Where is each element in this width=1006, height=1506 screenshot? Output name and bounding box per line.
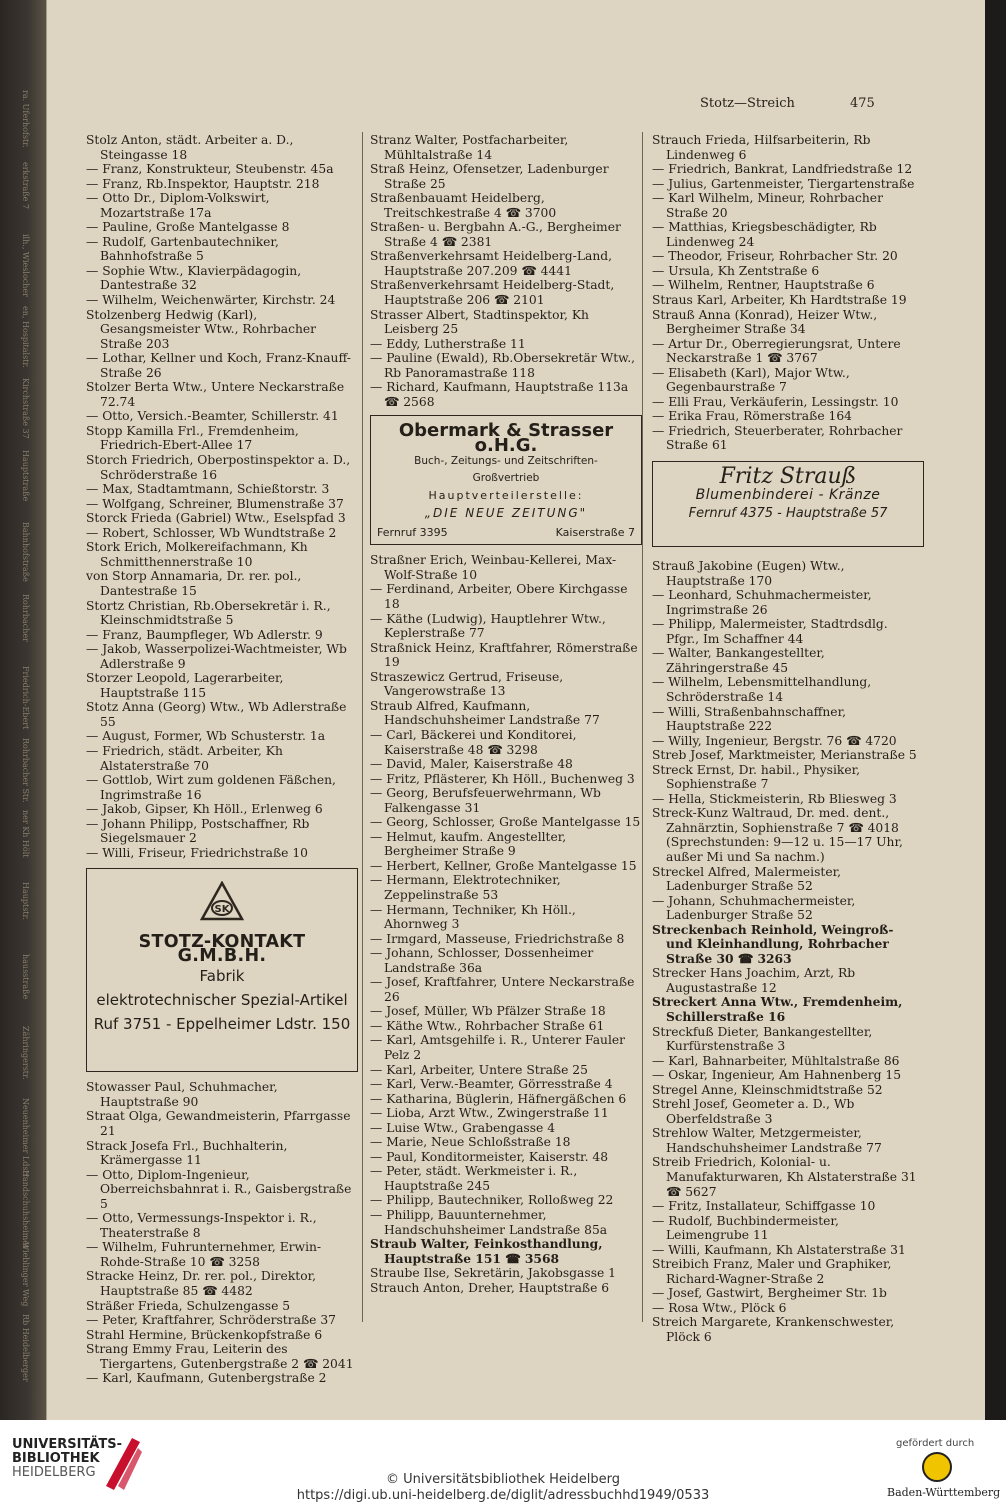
- directory-entry: Stolzenberg Hedwig (Karl), Gesangsmeister Wtw., Rohrbacher Straße 203: [86, 307, 317, 351]
- column-1: [86, 133, 358, 1386]
- directory-entry: Stortz Christian, Rb.Obersekretär i. R., Kleinschmidtstraße 5: [86, 598, 331, 628]
- directory-entry: — Johann, Schuhmachermeister, Ladenburger Straße 52: [652, 893, 856, 923]
- directory-entry: — Georg, Schlosser, Große Mantelgasse 15: [370, 815, 641, 830]
- lib-line2: BIBLIOTHEK: [12, 1451, 100, 1466]
- running-title: Stotz—Streich: [700, 96, 795, 111]
- directory-entry: Strang Emmy Frau, Leiterin des Tiergartens, Gutenbergstraße 2 ☎ 2041: [86, 1342, 354, 1371]
- directory-entry: — Erika Frau, Römerstraße 164: [652, 409, 852, 424]
- directory-entry: Straßen- u. Bergbahn A.-G., Bergheimer Straße 4 ☎ 2381: [370, 220, 621, 249]
- lib-line1: UNIVERSITÄTS-: [12, 1437, 122, 1452]
- directory-entry: — Wilhelm, Weichenwärter, Kirchstr. 24: [86, 293, 336, 308]
- ad-ober-name: Obermark & Strasser o.H.G.: [398, 420, 614, 456]
- directory-entry: — Theodor, Friseur, Rohrbacher Str. 20: [652, 249, 898, 264]
- directory-entry: — Matthias, Kriegsbeschädigter, Rb Lindenweg 24: [652, 220, 877, 249]
- directory-entry: Stolz Anton, städt. Arbeiter a. D., Steingasse 18: [86, 133, 294, 162]
- directory-entry: — Karl, Kaufmann, Gutenbergstraße 2: [86, 1371, 327, 1386]
- directory-entry: — Philipp, Bauunternehmer, Handschuhsheimer Landstraße 85a: [370, 1208, 608, 1237]
- directory-entry: — Sophie Wtw., Klavierpädagogin, Dantestraße 32: [86, 263, 302, 293]
- directory-entry: — Elli Frau, Verkäuferin, Lessingstr. 10: [652, 394, 899, 409]
- directory-entry: — Elisabeth (Karl), Major Wtw., Gegenbaurstraße 7: [652, 365, 850, 395]
- directory-entry: Storck Frieda (Gabriel) Wtw., Eselspfad 3: [86, 511, 346, 526]
- ad-ober-line3: Hauptverteilerstelle:: [428, 489, 584, 503]
- directory-entry: — Wilhelm, Rentner, Hauptstraße 6: [652, 278, 875, 293]
- ad-stotz-kontakt: [86, 868, 358, 1072]
- directory-entry: — Franz, Rb.Inspektor, Hauptstr. 218: [86, 176, 320, 191]
- directory-entry: — Karl, Arbeiter, Untere Straße 25: [370, 1062, 588, 1077]
- binding-fragment: en, Hospitalstr.: [21, 306, 30, 368]
- directory-entry: — Georg, Berufsfeuerwehrmann, Wb Falkengasse 31: [370, 786, 601, 815]
- directory-entry: Strahl Hermine, Brückenkopfstraße 6: [86, 1327, 323, 1342]
- lib-line3: HEIDELBERG: [12, 1465, 96, 1480]
- column-2: [370, 133, 642, 1295]
- entries-col3: [652, 133, 924, 453]
- directory-entry: Straszewicz Gertrud, Friseuse, Vangerowstraße 13: [370, 669, 564, 699]
- directory-entry: Stopp Kamilla Frl., Fremdenheim, Friedrich-Ebert-Allee 17: [86, 423, 299, 453]
- directory-entry: — Lioba, Arzt Wtw., Zwingerstraße 11: [370, 1106, 609, 1121]
- column-rule: [642, 132, 643, 1322]
- directory-entry: Straßnick Heinz, Kraftfahrer, Römerstraße 19: [370, 640, 638, 670]
- directory-entry: Streib Friedrich, Kolonial- u. Manufakturwaren, Kh Alstaterstraße 31 ☎ 5627: [652, 1155, 917, 1199]
- directory-entry: — Otto, Versich.-Beamter, Schillerstr. 41: [86, 409, 339, 424]
- directory-entry: Sträßer Frieda, Schulzengasse 5: [86, 1298, 291, 1313]
- binding-fragment: Kirchstraße 37: [21, 378, 30, 439]
- directory-entry: Streck-Kunz Waltraud, Dr. med. dent., Zahnärztin, Sophienstraße 7 ☎ 4018 (Sprechstunden: 9—12 u. 15—17 Uhr, außer Mi und Sa nachm.): [652, 806, 903, 864]
- directory-entry: — Wolfgang, Schreiner, Blumenstraße 37: [86, 496, 344, 511]
- directory-entry: — Carl, Bäckerei und Konditorei, Kaiserstraße 48 ☎ 3298: [370, 727, 577, 757]
- copyright-text: © Universitätsbibliothek Heidelberg: [385, 1472, 620, 1487]
- directory-entry: — Leonhard, Schuhmachermeister, Ingrimstraße 26: [652, 588, 872, 617]
- footer-bar: [0, 1420, 1006, 1506]
- column-rule: [362, 132, 363, 1322]
- directory-entry: Strasser Albert, Stadtinspektor, Kh Leisberg 25: [370, 307, 589, 337]
- directory-entry: — Willy, Ingenieur, Bergstr. 76 ☎ 4720: [652, 733, 897, 748]
- directory-entry: Strack Josefa Frl., Buchhalterin, Krämergasse 11: [86, 1138, 288, 1168]
- directory-entry: — Walter, Bankangestellter, Zähringerstraße 45: [652, 646, 825, 675]
- directory-entry: — Otto, Vermessungs-Inspektor i. R., Theaterstraße 8: [86, 1211, 317, 1240]
- directory-entry: — Friedrich, Bankrat, Landfriedstraße 12: [652, 162, 913, 177]
- directory-entry: — Rosa Wtw., Plöck 6: [652, 1300, 787, 1315]
- directory-entry: Streich Margarete, Krankenschwester, Plöck 6: [652, 1315, 895, 1345]
- ad-stotz-line2: elektrotechnischer Spezial-Artikel: [96, 990, 348, 1009]
- directory-entry: — Käthe Wtw., Rohrbacher Straße 61: [370, 1018, 605, 1033]
- binding-fragment: erkstraße 7: [21, 162, 30, 210]
- directory-entry: — Richard, Kaufmann, Hauptstraße 113a ☎ 2568: [370, 380, 629, 409]
- directory-entry: — Ferdinand, Arbeiter, Obere Kirchgasse 18: [370, 582, 628, 612]
- funder-name: Baden-Württemberg: [887, 1486, 1001, 1499]
- directory-entry: — Josef, Kraftfahrer, Untere Neckarstraße 26: [370, 975, 635, 1004]
- directory-entry: — Philipp, Malermeister, Stadtrdsdlg. Pfgr., Im Schaffner 44: [652, 617, 888, 646]
- binding-fragment: ner Kh Hölt: [21, 810, 30, 858]
- directory-entry: — Peter, städt. Werkmeister i. R., Hauptstraße 245: [370, 1164, 578, 1193]
- directory-entry: Streckert Anna Wtw., Fremdenheim, Schillerstraße 16: [652, 994, 903, 1024]
- entries-col1b: [86, 1080, 358, 1385]
- directory-entry: Stracke Heinz, Dr. rer. pol., Direktor, Hauptstraße 85 ☎ 4482: [86, 1269, 317, 1298]
- binding-fragment: Hauptstraße: [21, 450, 30, 502]
- entries-col3b: [652, 559, 924, 1345]
- ad-fritz-line2: Fernruf 4375 - Hauptstraße 57: [688, 505, 888, 521]
- directory-entry: — Hermann, Techniker, Kh Höll., Ahornweg 3: [370, 902, 576, 932]
- directory-entry: — Friedrich, städt. Arbeiter, Kh Alstaterstraße 70: [86, 743, 283, 773]
- directory-entry: Strauß Jakobine (Eugen) Wtw., Hauptstraße 170: [652, 559, 845, 588]
- ad-obermark-strasser: [370, 415, 642, 545]
- directory-entry: — Wilhelm, Fuhrunternehmer, Erwin-Rohde-Straße 10 ☎ 3258: [86, 1240, 322, 1269]
- ad-ober-address: Kaiserstraße 7: [555, 526, 635, 540]
- directory-entry: Straus Karl, Arbeiter, Kh Hardtstraße 19: [652, 293, 907, 308]
- directory-entry: Strehl Josef, Geometer a. D., Wb Oberfeldstraße 3: [652, 1097, 855, 1126]
- permalink-url[interactable]: https://digi.ub.uni-heidelberg.de/diglit/adressbuchhd1949/0533: [296, 1488, 710, 1503]
- directory-entry: Storch Friedrich, Oberpostinspektor a. D., Schröderstraße 16: [86, 453, 351, 482]
- funded-by-label: gefördert durch: [896, 1438, 975, 1449]
- directory-entry: — Pauline, Große Mantelgasse 8: [86, 220, 290, 235]
- bw-coat-of-arms-icon: [922, 1452, 952, 1482]
- directory-entry: — Jakob, Wasserpolizei-Wachtmeister, Wb Adlerstraße 9: [86, 642, 347, 671]
- directory-entry: Streck Ernst, Dr. habil., Physiker, Sophienstraße 7: [652, 762, 861, 792]
- directory-entry: Straub Walter, Feinkosthandlung, Hauptstraße 151 ☎ 3568: [370, 1236, 603, 1266]
- binding-fragment: ilh., Wieslocher: [21, 234, 30, 297]
- binding-fragment: Rb Heidelberger: [21, 1314, 30, 1382]
- ad-stotz-line3: Ruf 3751 - Eppelheimer Ldstr. 150: [93, 1014, 351, 1033]
- directory-entry: Straßenverkehrsamt Heidelberg-Land, Hauptstraße 207.209 ☎ 4441: [370, 249, 613, 278]
- ad-ober-line4: „DIE NEUE ZEITUNG": [424, 506, 588, 521]
- directory-entry: — Otto, Diplom-Ingenieur, Oberreichsbahnrat i. R., Gaisbergstraße 5: [86, 1167, 352, 1211]
- directory-entry: — Wilhelm, Lebensmittelhandlung, Schröderstraße 14: [652, 675, 872, 704]
- page-number: 475: [850, 96, 875, 111]
- directory-entry: — Oskar, Ingenieur, Am Hahnenberg 15: [652, 1068, 902, 1083]
- directory-entry: Strauch Anton, Dreher, Hauptstraße 6: [370, 1280, 610, 1295]
- directory-entry: Straub Alfred, Kaufmann, Handschuhsheimer Landstraße 77: [370, 698, 600, 728]
- directory-entry: — Herbert, Kellner, Große Mantelgasse 15: [370, 858, 637, 873]
- ad-ober-line1: Buch-, Zeitungs- und Zeitschriften-: [414, 455, 598, 468]
- directory-entry: — Gottlob, Wirt zum goldenen Fäßchen, Ingrimstraße 16: [86, 773, 336, 802]
- ad-ober-line2: Großvertrieb: [472, 472, 540, 485]
- directory-entry: — Fritz, Installateur, Schiffgasse 10: [652, 1199, 876, 1214]
- directory-entry: Strecker Hans Joachim, Arzt, Rb Augustastraße 12: [652, 966, 856, 995]
- ad-fritz-name: Fritz Strauß: [719, 464, 857, 490]
- directory-entry: Straßner Erich, Weinbau-Kellerei, Max-Wolf-Straße 10: [370, 553, 617, 582]
- binding-fragment: Wieblinger Weg: [21, 1242, 30, 1307]
- directory-entry: Straßenverkehrsamt Heidelberg-Stadt, Hauptstraße 206 ☎ 2101: [370, 278, 615, 308]
- book-binding: [0, 0, 46, 1420]
- directory-entry: — Fritz, Pflästerer, Kh Höll., Buchenweg 3: [370, 771, 635, 786]
- directory-entry: — Peter, Kraftfahrer, Schröderstraße 37: [86, 1313, 337, 1328]
- directory-entry: — Max, Stadtamtmann, Schießtorstr. 3: [86, 482, 330, 497]
- directory-entry: Stolzer Berta Wtw., Untere Neckarstraße 72.74: [86, 380, 345, 409]
- binding-text-fragments: [0, 0, 44, 1420]
- directory-entry: — Willi, Friseur, Friedrichstraße 10: [86, 845, 308, 860]
- directory-entry: — Rudolf, Buchbindermeister, Leimengrube 11: [652, 1213, 839, 1243]
- directory-entry: — Luise Wtw., Grabengasse 4: [370, 1120, 556, 1135]
- directory-entry: — Käthe (Ludwig), Hauptlehrer Wtw., Keplerstraße 77: [370, 611, 606, 641]
- binding-fragment: ra. Uferhofstr.: [21, 90, 30, 148]
- directory-entry: — Eddy, Lutherstraße 11: [370, 336, 526, 351]
- directory-entry: — Lothar, Kellner und Koch, Franz-Knauff-Straße 26: [86, 351, 351, 380]
- directory-entry: Strauch Frieda, Hilfsarbeiterin, Rb Lindenweg 6: [652, 133, 871, 162]
- directory-entry: — Franz, Konstrukteur, Steubenstr. 45a: [86, 162, 334, 177]
- directory-entry: Straube Ilse, Sekretärin, Jakobsgasse 1: [370, 1266, 617, 1281]
- binding-fragment: Friedrich-Ebert: [21, 666, 30, 730]
- stotz-kontakt-logo-icon: [200, 881, 244, 925]
- directory-entry: Streibich Franz, Maler und Graphiker, Richard-Wagner-Straße 2: [652, 1257, 892, 1286]
- binding-fragment: hausstraße: [21, 954, 30, 1000]
- directory-entry: Stranz Walter, Postfacharbeiter, Mühltalstraße 14: [370, 133, 569, 162]
- directory-entry: Stregel Anne, Kleinschmidtstraße 52: [652, 1082, 883, 1097]
- directory-entry: — Rudolf, Gartenbautechniker, Bahnhofstraße 5: [86, 234, 279, 264]
- directory-entry: — Josef, Müller, Wb Pfälzer Straße 18: [370, 1004, 606, 1019]
- entries-col2b: [370, 553, 642, 1295]
- ad-ober-phone: Fernruf 3395: [377, 526, 448, 540]
- directory-entry: — Julius, Gartenmeister, Tiergartenstraße: [652, 176, 915, 191]
- directory-entry: — Helmut, kaufm. Angestellter, Bergheimer Straße 9: [370, 829, 567, 859]
- directory-entry: Streckfuß Dieter, Bankangestellter, Kurfürstenstraße 3: [652, 1024, 873, 1054]
- directory-entry: — Katharina, Büglerin, Häfnergäßchen 6: [370, 1091, 627, 1106]
- ad-fritz-line1: Blumenbinderei - Kränze: [695, 486, 881, 503]
- directory-entry: — Friedrich, Steuerberater, Rohrbacher Straße 61: [652, 423, 903, 453]
- directory-entry: — Hella, Stickmeisterin, Rb Bliesweg 3: [652, 791, 897, 806]
- directory-entry: — Robert, Schlosser, Wb Wundtstraße 2: [86, 525, 337, 540]
- directory-entry: — Otto Dr., Diplom-Volkswirt, Mozartstraße 17a: [86, 191, 270, 220]
- column-3: [652, 133, 924, 1345]
- directory-entry: — Marie, Neue Schloßstraße 18: [370, 1135, 571, 1150]
- ad-stotz-name: STOTZ-KONTAKT G.M.B.H.: [138, 931, 306, 967]
- directory-entry: Stowasser Paul, Schuhmacher, Hauptstraße 90: [86, 1080, 278, 1109]
- directory-entry: — Willi, Kaufmann, Kh Alstaterstraße 31: [652, 1242, 906, 1257]
- binding-fragment: Rohrbacher: [21, 594, 30, 642]
- directory-entry: Straat Olga, Gewandmeisterin, Pfarrgasse 21: [86, 1109, 351, 1138]
- directory-entry: — Johann, Schlosser, Dossenheimer Landstraße 36a: [370, 946, 594, 975]
- binding-fragment: Zähringerstr.: [21, 1026, 30, 1080]
- directory-entry: — Paul, Konditormeister, Kaiserstr. 48: [370, 1149, 609, 1164]
- binding-fragment: Handschuhsheimer: [21, 1170, 30, 1249]
- binding-fragment: Rohrbacher Str.: [21, 738, 30, 803]
- directory-entry: Streb Josef, Marktmeister, Merianstraße 5: [652, 748, 917, 763]
- binding-fragment: Neuenheimer Ldstr: [21, 1098, 30, 1178]
- directory-entry: — Karl, Bahnarbeiter, Mühltalstraße 86: [652, 1053, 900, 1068]
- directory-entry: — Hermann, Elektrotechniker, Zeppelinstraße 53: [370, 873, 561, 902]
- directory-entry: — Karl, Amtsgehilfe i. R., Unterer Fauler Pelz 2: [370, 1033, 626, 1062]
- directory-entry: — Willi, Straßenbahnschaffner, Hauptstraße 222: [652, 704, 847, 734]
- entries-col2: [370, 133, 642, 409]
- directory-entry: — Ursula, Kh Zentstraße 6: [652, 263, 820, 278]
- directory-entry: Strehlow Walter, Metzgermeister, Handschuhsheimer Landstraße 77: [652, 1126, 882, 1155]
- directory-entry: — Irmgard, Masseuse, Friedrichstraße 8: [370, 931, 625, 946]
- directory-entry: — Karl Wilhelm, Mineur, Rohrbacher Straße 20: [652, 191, 883, 220]
- ad-fritz-strauss: [652, 461, 924, 547]
- directory-entry: Straß Heinz, Ofensetzer, Ladenburger Straße 25: [370, 162, 609, 191]
- directory-entry: Streckel Alfred, Malermeister, Ladenburger Straße 52: [652, 864, 842, 894]
- directory-entry: Straßenbauamt Heidelberg, Treitschkestraße 4 ☎ 3700: [370, 191, 557, 220]
- ad-stotz-line1: Fabrik: [199, 966, 245, 985]
- directory-entry: Streckenbach Reinhold, Weingroß- und Kleinhandlung, Rohrbacher Straße 30 ☎ 3263: [652, 921, 894, 966]
- binding-fragment: Bahnhofstraße: [21, 522, 30, 582]
- directory-entry: Strauß Anna (Konrad), Heizer Wtw., Bergheimer Straße 34: [652, 307, 878, 337]
- entries-col1: [86, 133, 358, 860]
- directory-entry: von Storp Annamaria, Dr. rer. pol., Dantestraße 15: [86, 569, 302, 598]
- binding-fragment: Hauptstr.: [21, 882, 30, 921]
- directory-entry: — Johann Philipp, Postschaffner, Rb Siegelsmauer 2: [86, 816, 310, 846]
- directory-entry: — Philipp, Bautechniker, Rolloßweg 22: [370, 1193, 614, 1208]
- directory-entry: — Josef, Gastwirt, Bergheimer Str. 1b: [652, 1286, 887, 1301]
- directory-entry: — Pauline (Ewald), Rb.Obersekretär Wtw., Rb Panoramastraße 118: [370, 351, 636, 380]
- directory-entry: Storzer Leopold, Lagerarbeiter, Hauptstraße 115: [86, 671, 284, 700]
- directory-entry: — Karl, Verw.-Beamter, Görresstraße 4: [370, 1077, 613, 1092]
- directory-entry: — August, Former, Wb Schusterstr. 1a: [86, 729, 326, 744]
- directory-entry: — Artur Dr., Oberregierungsrat, Untere Neckarstraße 1 ☎ 3767: [652, 336, 901, 366]
- directory-entry: — Franz, Baumpfleger, Wb Adlerstr. 9: [86, 627, 323, 642]
- directory-entry: Stotz Anna (Georg) Wtw., Wb Adlerstraße 55: [86, 700, 347, 729]
- directory-entry: Stork Erich, Molkereifachmann, Kh Schmitthennerstraße 10: [86, 540, 308, 569]
- directory-entry: — Jakob, Gipser, Kh Höll., Erlenweg 6: [86, 802, 323, 817]
- directory-entry: — David, Maler, Kaiserstraße 48: [370, 757, 573, 772]
- logo-letters: SK: [214, 904, 230, 916]
